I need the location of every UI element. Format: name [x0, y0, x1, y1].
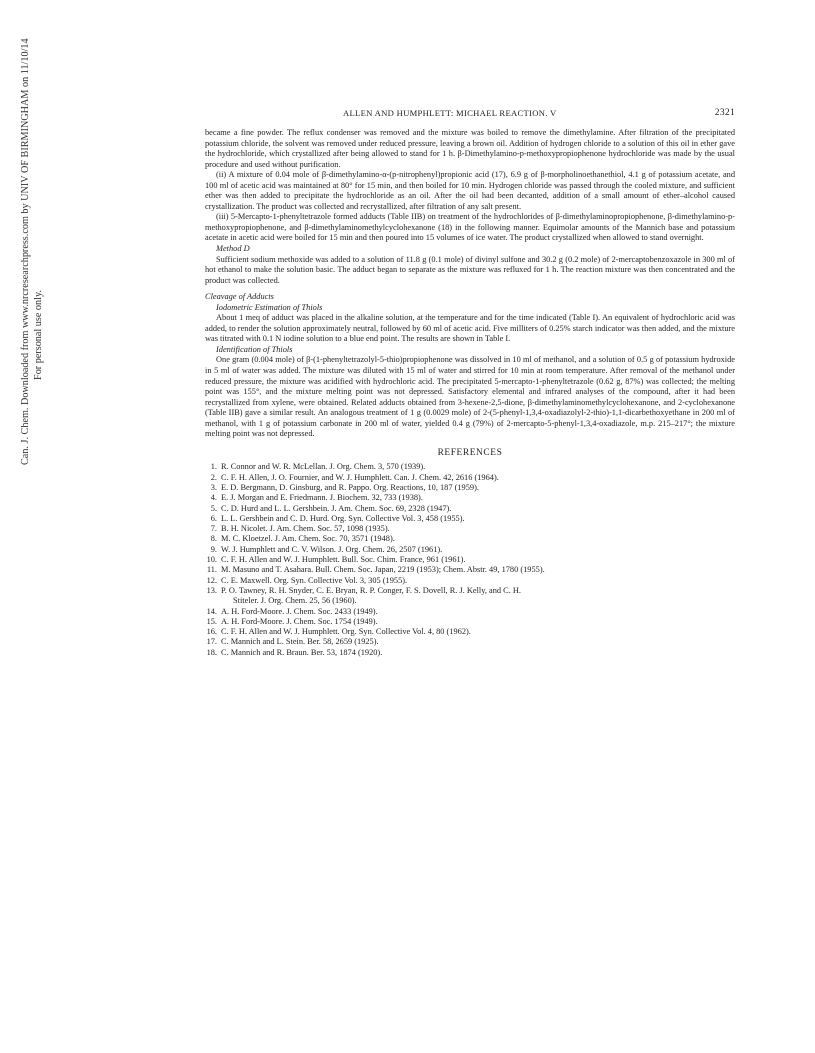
paragraph: One gram (0.004 mole) of β-(1-phenyltetrazolyl-5-thio)propiophenone was dissolved in 10 ml of methanol, and a solution of 0.5 g of potassium hydroxide in 5 ml of water was added. The mixture was diluted with 15 ml of water and stirred for 10 min at room temperature. After removal of the methanol under reduced pressure, the mixture was acidified with hydrochloric acid. The precipitated 5-mercapto-1-phenyltetrazole (0.62 g, 87%) was collected; the melting point was 155°, and the mixture melting point was not depressed. Satisfactory elemental and infrared analyses of the compound, after it had been recrystallized from xylene, were obtained. Related adducts obtained from 3-hexene-2,5-dione, β-dimethylaminomethylcyclohexanone, and 2-cyclohexanone (Table IIB) gave a similar result. An analogous treatment of 1 g (0.0029 mole) of 2-(5-phenyl-1,3,4-oxadiazolyl-2-thio)-1,1-dicarbethoxyethane in 200 ml of methanol, with 1 g of potassium carbonate in 200 ml of water, yielded 0.4 g (79%) of 2-mercapto-5-phenyl-1,3,4-oxadiazole, m.p. 215–217°; the mixture melting point was not depressed. [205, 355, 735, 439]
paragraph: became a fine powder. The reflux condenser was removed and the mixture was boiled to remove the dimethylamine. After filtration of the precipitated potassium chloride, the solvent was removed under reduced pressure, leaving a brown oil. Addition of hydrogen chloride to a solution of this oil in ether gave the hydrochloride, which crystallized after being allowed to stand for 1 h. β-Dimethylamino-p-methoxypropiophenone hydrochloride was made by the usual procedure and used without purification. [205, 128, 735, 169]
reference-item [205, 493, 735, 503]
reference-list [205, 462, 735, 658]
reference-item [205, 648, 735, 658]
reference-number: 12. [206, 575, 217, 585]
references-heading: REFERENCES [437, 447, 503, 458]
reference-text: C. E. Maxwell. Org. Syn. Collective Vol. 3, 305 (1955). [221, 575, 408, 585]
paragraph: About 1 meq of adduct was placed in the alkaline solution, at the temperature and for the time indicated (Table I). An equivalent of hydrochloric acid was added, to render the solution approximately neutral, followed by 60 ml of acetic acid. Five milliters of 0.25% starch indicator was then added, and the mixture was titrated with 0.1 N iodine solution to a blue end point. The results are shown in Table I. [205, 313, 735, 344]
reference-text: M. Masuno and T. Asahara. Bull. Chem. Soc. Japan, 2219 (1953); Chem. Abstr. 49, 1780 (1955). [221, 565, 545, 575]
paragraph: (ii) A mixture of 0.04 mole of β-dimethylamino-α-(p-nitrophenyl)propionic acid (17), 6.9 g of β-morpholinoethanethiol, 4.1 g of potassium acetate, and 100 ml of acetic acid was maintained at 80° for 15 min, and then boiled for 10 min. Hydrogen chloride was passed through the cooled mixture, and sufficient ether was then added to precipitate the hydrochloride as an oil. After the oil had been decanted, addition of a small amount of ether–alcohol caused crystallization. The product was collected and recrystallized, after filtration of any salt present. [205, 170, 735, 211]
watermark-line-1: Can. J. Chem. Downloaded from www.nrcresearchpress.com by UNIV OF BIRMINGHAM on 11/10/14 [20, 38, 31, 465]
reference-number: 16. [206, 627, 217, 637]
section-heading-cleavage: Cleavage of Adducts [205, 292, 274, 302]
reference-item [205, 637, 735, 647]
reference-item [205, 534, 735, 544]
reference-number: 2. [210, 472, 217, 482]
article-body [205, 128, 735, 658]
reference-text: C. Mannich and R. Braun. Ber. 53, 1874 (1920). [221, 647, 383, 657]
reference-item [205, 576, 735, 586]
reference-text: C. Mannich and L. Stein. Ber. 58, 2659 (1925). [221, 637, 379, 647]
reference-number: 1. [210, 462, 217, 472]
reference-number: 14. [206, 606, 217, 616]
reference-item [205, 514, 735, 524]
reference-item [205, 565, 735, 575]
reference-number: 10. [206, 555, 217, 565]
reference-number: 7. [210, 524, 217, 534]
page-number: 2321 [714, 108, 735, 118]
paragraph: Sufficient sodium methoxide was added to a solution of 11.8 g (0.1 mole) of divinyl sulfone and 30.2 g (0.2 mole) of 2-mercaptobenzoxazole in 300 ml of hot ethanol to make the solution basic. The adduct began to separate as the mixture was refluxed for 1 h. The reaction mixture was then concentrated and the product was collected. [205, 254, 735, 285]
reference-item [205, 545, 735, 555]
reference-number: 3. [210, 483, 217, 492]
reference-text: B. H. Nicolet. J. Am. Chem. Soc. 57, 1098 (1935). [221, 524, 390, 534]
reference-number: 4. [210, 493, 217, 503]
reference-number: 17. [206, 637, 217, 647]
reference-item [205, 627, 735, 637]
reference-text: L. L. Gershbein and C. D. Hurd. Org. Syn. Collective Vol. 3, 458 (1955). [221, 513, 465, 523]
reference-item [205, 586, 735, 607]
download-watermark [20, 38, 50, 465]
running-header [205, 108, 735, 122]
reference-number: 11. [206, 565, 217, 575]
reference-item [205, 555, 735, 565]
reference-text: R. Connor and W. R. McLellan. J. Org. Chem. 3, 570 (1939). [221, 462, 426, 472]
reference-number: 6. [210, 513, 217, 523]
reference-text: W. J. Humphlett and C. V. Wilson. J. Org. Chem. 26, 2507 (1961). [221, 544, 443, 554]
reference-text: A. H. Ford-Moore. J. Chem. Soc. 2433 (1949). [221, 606, 378, 616]
reference-text: P. O. Tawney, R. H. Snyder, C. E. Bryan, R. P. Conger, F. S. Dovell, R. J. Kelly, and C. H. [221, 585, 521, 595]
reference-number: 18. [206, 647, 217, 657]
reference-text: A. H. Ford-Moore. J. Chem. Soc. 1754 (1949). [221, 616, 378, 626]
reference-item [205, 483, 735, 493]
reference-text: M. C. Kloetzel. J. Am. Chem. Soc. 70, 3571 (1948). [221, 534, 395, 544]
subheading-identification: Identification of Thiols [216, 344, 293, 354]
subheading-method-d: Method D [216, 244, 250, 254]
reference-continuation: Stiteler. J. Org. Chem. 25, 56 (1960). [233, 596, 357, 606]
reference-text: E. J. Morgan and E. Friedmann. J. Biochem. 32, 733 (1938). [221, 493, 423, 503]
paragraph: (iii) 5-Mercapto-1-phenyltetrazole formed adducts (Table IIB) on treatment of the hydrochlorides of β-dimethylaminopropiophenone, β-dimethylamino-p-methoxypropiophenone, and β-dimethylaminomethylcyclohexanone (18) in the following manner. Equimolar amounts of the Mannich base and potassium acetate in acetic acid were boiled for 15 min and then poured into 15 volumes of ice water. The product crystallized when allowed to stand overnight. [205, 212, 735, 243]
reference-item [205, 473, 735, 483]
reference-text: C. F. H. Allen and W. J. Humphlett. Bull. Soc. Chim. France, 961 (1961). [221, 555, 466, 565]
reference-item [205, 617, 735, 627]
reference-text: C. F. H. Allen, J. O. Fournier, and W. J. Humphlett. Can. J. Chem. 42, 2616 (1964). [221, 472, 499, 482]
reference-number: 8. [210, 534, 217, 544]
reference-item [205, 524, 735, 534]
reference-item [205, 462, 735, 472]
reference-number: 9. [210, 544, 217, 554]
reference-text: E. D. Bergmann, D. Ginsburg, and R. Pappo. Org. Reactions, 10, 187 (1959). [221, 483, 479, 492]
reference-item [205, 607, 735, 617]
reference-number: 15. [206, 616, 217, 626]
reference-text: C. F. H. Allen and W. J. Humphlett. Org. Syn. Collective Vol. 4, 80 (1962). [221, 627, 471, 637]
watermark-line-2: For personal use only. [32, 290, 44, 380]
subheading-iodometric: Iodometric Estimation of Thiols [216, 302, 323, 312]
running-title: ALLEN AND HUMPHLETT: MICHAEL REACTION. V [343, 108, 557, 118]
reference-number: 5. [210, 503, 217, 513]
reference-number: 13. [206, 585, 217, 595]
reference-item [205, 504, 735, 514]
reference-text: C. D. Hurd and L. L. Gershbein. J. Am. Chem. Soc. 69, 2328 (1947). [221, 503, 452, 513]
